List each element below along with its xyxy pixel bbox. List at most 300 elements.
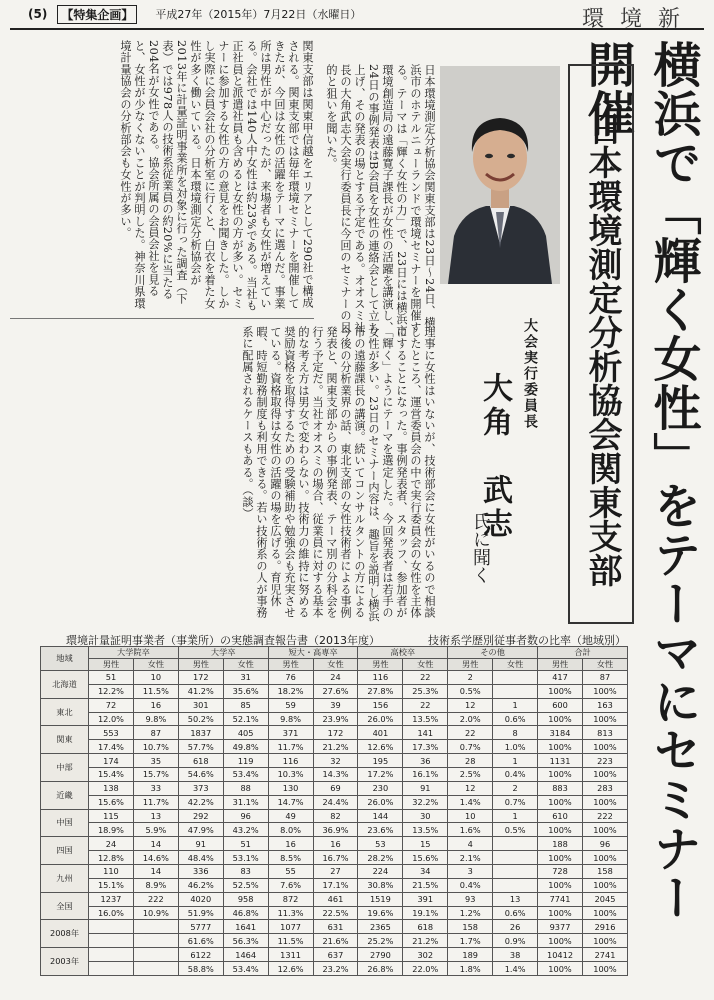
ratio-cell: 0.7% (493, 795, 538, 809)
article-column-2: 関東支部は関東甲信越をエリアとして290社で構成される。関東支部では毎年環境セミナーを開催してきたが、今回は女性の活躍をテーマに選んだ。事業所は男性が中心だったが、来場者も女性が増えている。会社では140人中女性は約23%である。当社も正社員と派遣社員も含めると女性の方が多い。セミナーに参加する女性の方の意見をお聞きした。しかし実際に会員会社の分析室に行くと、白衣を着た女性が多く働いている。日本環境測定分析協会が2013年に計量証明事業所を対象に行った調査（下表）では978人の技術系従業員の約20%に当たる204名が女性である。協会所属の会員会社を見ると、女性が少なくないことが判明した。神奈川県環境計量協会の分析部会も女性が多い。 (119, 40, 314, 312)
ratio-cell: 100% (582, 906, 627, 920)
count-cell: 1519 (358, 892, 403, 906)
table-row (41, 795, 628, 809)
count-cell: 34 (403, 865, 448, 879)
ratio-cell: 0.4% (448, 878, 493, 892)
count-cell: 141 (403, 726, 448, 740)
ratio-cell: 11.7% (268, 740, 313, 754)
ratio-cell: 2.0% (448, 712, 493, 726)
count-cell: 553 (89, 726, 134, 740)
count-cell: 174 (89, 754, 134, 768)
table-subheader-row (41, 659, 628, 671)
ratio-cell: 11.3% (268, 906, 313, 920)
ratio-cell: 11.5% (268, 934, 313, 948)
ratio-cell: 28.2% (358, 851, 403, 865)
count-cell: 195 (358, 754, 403, 768)
ratio-cell: 47.9% (178, 823, 223, 837)
count-cell: 883 (538, 781, 583, 795)
ratio-cell: 100% (538, 795, 583, 809)
count-cell: 49 (268, 809, 313, 823)
table-group-header: 大学院卒 (89, 647, 179, 659)
ratio-cell: 10.3% (268, 768, 313, 782)
ratio-cell: 100% (582, 684, 627, 698)
ratio-cell: 12.8% (89, 851, 134, 865)
ratio-cell: 52.5% (223, 878, 268, 892)
subheadline: 日本環境測定分析協会関東支部 (568, 64, 634, 624)
section-label: 【特集企画】 (57, 5, 137, 24)
count-cell: 14 (133, 865, 178, 879)
ratio-cell: 35.6% (223, 684, 268, 698)
ratio-cell: 17.3% (403, 740, 448, 754)
ratio-cell: 7.6% (268, 878, 313, 892)
count-cell: 405 (223, 726, 268, 740)
table-row (41, 934, 628, 948)
ratio-cell: 21.5% (403, 878, 448, 892)
page-header (10, 0, 704, 30)
ratio-cell (89, 934, 134, 948)
table-sub-header: 男性 (538, 659, 583, 671)
ratio-cell: 100% (582, 934, 627, 948)
ratio-cell: 23.6% (358, 823, 403, 837)
ratio-cell: 26.0% (358, 712, 403, 726)
count-cell: 87 (133, 726, 178, 740)
ratio-cell: 0.5% (448, 684, 493, 698)
ratio-cell: 0.9% (493, 934, 538, 948)
ratio-cell: 16.0% (89, 906, 134, 920)
table-sub-header: 女性 (313, 659, 358, 671)
count-cell: 116 (268, 754, 313, 768)
region-cell: 四国 (41, 837, 89, 865)
count-cell: 2365 (358, 920, 403, 934)
count-cell: 93 (448, 892, 493, 906)
region-cell: 2008年 (41, 920, 89, 948)
count-cell: 32 (313, 754, 358, 768)
ratio-cell: 100% (538, 878, 583, 892)
ratio-cell: 5.9% (133, 823, 178, 837)
headline: 横浜で「輝く女性」をテーマにセミナー開催 (579, 40, 701, 922)
count-cell: 371 (268, 726, 313, 740)
count-cell: 3 (448, 865, 493, 879)
count-cell: 631 (313, 920, 358, 934)
ratio-cell: 22.5% (313, 906, 358, 920)
count-cell: 26 (493, 920, 538, 934)
table-group-header: 短大・高専卒 (268, 647, 358, 659)
ratio-cell: 2.5% (448, 768, 493, 782)
count-cell: 10 (448, 809, 493, 823)
ratio-cell: 49.8% (223, 740, 268, 754)
ratio-cell: 1.7% (448, 934, 493, 948)
count-cell: 10 (133, 671, 178, 685)
count-cell (89, 920, 134, 934)
table-row (41, 781, 628, 795)
count-cell: 172 (313, 726, 358, 740)
ratio-cell: 12.0% (89, 712, 134, 726)
ratio-cell: 50.2% (178, 712, 223, 726)
ratio-cell: 100% (582, 823, 627, 837)
count-cell: 637 (313, 948, 358, 962)
ratio-cell: 17.1% (313, 878, 358, 892)
ratio-cell (89, 962, 134, 976)
ratio-cell: 14.7% (268, 795, 313, 809)
ratio-cell: 24.4% (313, 795, 358, 809)
ratio-cell (133, 962, 178, 976)
table-row (41, 671, 628, 685)
ratio-cell: 12.6% (268, 962, 313, 976)
count-cell (133, 948, 178, 962)
ratio-cell: 100% (538, 851, 583, 865)
ratio-cell: 46.8% (223, 906, 268, 920)
ratio-cell: 8.5% (268, 851, 313, 865)
ratio-cell: 48.4% (178, 851, 223, 865)
count-cell: 872 (268, 892, 313, 906)
ratio-cell: 52.1% (223, 712, 268, 726)
ratio-cell: 9.8% (268, 712, 313, 726)
ratio-cell: 22.0% (403, 962, 448, 976)
count-cell: 2916 (582, 920, 627, 934)
newspaper-name: 環境新 (581, 7, 696, 32)
ratio-cell: 19.6% (358, 906, 403, 920)
table-row (41, 906, 628, 920)
ratio-cell (493, 851, 538, 865)
ratio-cell: 100% (538, 768, 583, 782)
count-cell: 12 (448, 781, 493, 795)
ratio-cell: 100% (538, 684, 583, 698)
count-cell: 2 (448, 671, 493, 685)
count-cell: 24 (89, 837, 134, 851)
count-cell: 283 (582, 781, 627, 795)
count-cell: 76 (268, 671, 313, 685)
ratio-cell: 18.2% (268, 684, 313, 698)
count-cell: 189 (448, 948, 493, 962)
count-cell: 8 (493, 726, 538, 740)
count-cell (493, 837, 538, 851)
ratio-cell: 100% (582, 768, 627, 782)
count-cell: 2045 (582, 892, 627, 906)
count-cell: 158 (582, 865, 627, 879)
region-cell: 九州 (41, 865, 89, 893)
count-cell: 96 (582, 837, 627, 851)
ratio-cell: 51.9% (178, 906, 223, 920)
table-sub-header: 女性 (223, 659, 268, 671)
table-group-header: その他 (448, 647, 538, 659)
count-cell: 417 (538, 671, 583, 685)
count-cell: 16 (313, 837, 358, 851)
count-cell: 7741 (538, 892, 583, 906)
table-row (41, 920, 628, 934)
count-cell: 51 (89, 671, 134, 685)
count-cell: 301 (178, 698, 223, 712)
count-cell: 28 (448, 754, 493, 768)
table-caption-left: 環境計量証明事業者（事業所）の実態調査報告書（2013年度） (66, 634, 380, 647)
ratio-cell: 0.5% (493, 823, 538, 837)
ratio-cell: 43.2% (223, 823, 268, 837)
table-row (41, 726, 628, 740)
ratio-cell: 15.4% (89, 768, 134, 782)
ratio-cell: 10.9% (133, 906, 178, 920)
table-corner-header: 地域 (41, 647, 89, 671)
count-cell: 610 (538, 809, 583, 823)
employee-ratio-table (40, 646, 628, 976)
count-cell: 618 (178, 754, 223, 768)
region-cell: 中部 (41, 754, 89, 782)
ratio-cell: 46.2% (178, 878, 223, 892)
ratio-cell: 21.2% (313, 740, 358, 754)
ratio-cell: 100% (582, 795, 627, 809)
count-cell: 85 (223, 698, 268, 712)
count-cell: 116 (358, 671, 403, 685)
table-sub-header: 男性 (89, 659, 134, 671)
count-cell: 9377 (538, 920, 583, 934)
ratio-cell: 100% (538, 740, 583, 754)
count-cell: 22 (403, 671, 448, 685)
ratio-cell: 19.1% (403, 906, 448, 920)
count-cell: 1077 (268, 920, 313, 934)
count-cell: 1237 (89, 892, 134, 906)
count-cell: 292 (178, 809, 223, 823)
table-sub-header: 男性 (358, 659, 403, 671)
ratio-cell: 100% (582, 851, 627, 865)
count-cell (89, 948, 134, 962)
ratio-cell (133, 934, 178, 948)
interviewee-role: 大会実行委員長 (522, 318, 538, 430)
table-sub-header: 女性 (493, 659, 538, 671)
ratio-cell: 17.4% (89, 740, 134, 754)
ratio-cell: 100% (582, 740, 627, 754)
count-cell: 1641 (223, 920, 268, 934)
count-cell: 13 (133, 809, 178, 823)
region-cell: 全国 (41, 892, 89, 920)
count-cell: 2 (493, 781, 538, 795)
ratio-cell: 27.6% (313, 684, 358, 698)
table-sub-header: 女性 (403, 659, 448, 671)
table-row (41, 684, 628, 698)
count-cell: 22 (448, 726, 493, 740)
ratio-cell: 1.2% (448, 906, 493, 920)
ratio-cell: 31.1% (223, 795, 268, 809)
ratio-cell: 58.8% (178, 962, 223, 976)
ratio-cell: 12.2% (89, 684, 134, 698)
table-caption-right: 技術系学歴別従事者数の比率（地域別） (428, 634, 626, 647)
count-cell: 16 (268, 837, 313, 851)
count-cell: 53 (358, 837, 403, 851)
count-cell: 96 (223, 809, 268, 823)
count-cell: 1 (493, 698, 538, 712)
count-cell: 2741 (582, 948, 627, 962)
ratio-cell: 100% (538, 934, 583, 948)
count-cell (493, 865, 538, 879)
count-cell: 230 (358, 781, 403, 795)
interview-suffix: 氏に聞く (470, 512, 491, 584)
count-cell: 156 (358, 698, 403, 712)
article-column-1: 日本環境測定分析協会関東支部は23日～24日、横浜市のホテルニューランドで環境セミナーを開催する。テーマは「輝く女性の力」で、23日には横浜市環境創造局の遠藤寛子課長が女性の活躍を講演し、24日の事例発表はB会員を女性の連絡会として立ち上げ、その発表の場とする予定である。オオスミ社長の大角武志大会実行委員長に今回のセミナーの目的と狙いを聞いた。 (325, 64, 436, 337)
ratio-cell: 23.2% (313, 962, 358, 976)
ratio-cell: 100% (582, 712, 627, 726)
table-header-row (41, 647, 628, 659)
count-cell: 55 (268, 865, 313, 879)
count-cell (133, 920, 178, 934)
count-cell: 4 (448, 837, 493, 851)
count-cell: 600 (538, 698, 583, 712)
ratio-cell: 57.7% (178, 740, 223, 754)
table-row (41, 878, 628, 892)
count-cell: 87 (582, 671, 627, 685)
count-cell: 24 (313, 671, 358, 685)
ratio-cell: 8.9% (133, 878, 178, 892)
ratio-cell: 15.6% (403, 851, 448, 865)
ratio-cell: 100% (538, 823, 583, 837)
count-cell: 144 (358, 809, 403, 823)
count-cell: 1 (493, 754, 538, 768)
table-row (41, 740, 628, 754)
ratio-cell: 9.8% (133, 712, 178, 726)
ratio-cell: 14.6% (133, 851, 178, 865)
ratio-cell: 1.0% (493, 740, 538, 754)
count-cell: 51 (223, 837, 268, 851)
region-cell: 2003年 (41, 948, 89, 976)
ratio-cell: 100% (582, 962, 627, 976)
count-cell: 336 (178, 865, 223, 879)
ratio-cell (493, 878, 538, 892)
count-cell: 6122 (178, 948, 223, 962)
count-cell: 16 (133, 698, 178, 712)
count-cell: 222 (582, 809, 627, 823)
ratio-cell: 1.8% (448, 962, 493, 976)
count-cell: 31 (223, 671, 268, 685)
ratio-cell: 56.3% (223, 934, 268, 948)
count-cell: 958 (223, 892, 268, 906)
ratio-cell: 36.9% (313, 823, 358, 837)
table-row (41, 768, 628, 782)
count-cell: 130 (268, 781, 313, 795)
count-cell: 813 (582, 726, 627, 740)
issue-date: 平成27年（2015年）7月22日（水曜日） (155, 8, 362, 21)
count-cell: 618 (403, 920, 448, 934)
ratio-cell: 21.6% (313, 934, 358, 948)
count-cell: 38 (493, 948, 538, 962)
ratio-cell: 15.1% (89, 878, 134, 892)
ratio-cell: 54.6% (178, 768, 223, 782)
count-cell: 188 (538, 837, 583, 851)
ratio-cell: 0.7% (448, 740, 493, 754)
count-cell: 59 (268, 698, 313, 712)
ratio-cell: 15.7% (133, 768, 178, 782)
ratio-cell: 13.5% (403, 712, 448, 726)
count-cell: 13 (493, 892, 538, 906)
count-cell: 15 (403, 837, 448, 851)
count-cell: 36 (403, 754, 448, 768)
column-divider (10, 318, 314, 319)
table-group-header: 大学卒 (178, 647, 268, 659)
ratio-cell: 21.2% (403, 934, 448, 948)
ratio-cell: 10.7% (133, 740, 178, 754)
count-cell: 373 (178, 781, 223, 795)
ratio-cell: 23.9% (313, 712, 358, 726)
table-row (41, 962, 628, 976)
count-cell: 4020 (178, 892, 223, 906)
ratio-cell: 15.6% (89, 795, 134, 809)
table-row (41, 892, 628, 906)
count-cell: 88 (223, 781, 268, 795)
table-row (41, 851, 628, 865)
ratio-cell: 53.1% (223, 851, 268, 865)
count-cell: 39 (313, 698, 358, 712)
count-cell: 83 (223, 865, 268, 879)
count-cell: 12 (448, 698, 493, 712)
table-row (41, 712, 628, 726)
count-cell: 1464 (223, 948, 268, 962)
ratio-cell: 42.2% (178, 795, 223, 809)
table-row (41, 698, 628, 712)
ratio-cell: 26.0% (358, 795, 403, 809)
count-cell: 223 (582, 754, 627, 768)
ratio-cell: 18.9% (89, 823, 134, 837)
table-sub-header: 女性 (133, 659, 178, 671)
table-row (41, 865, 628, 879)
count-cell: 172 (178, 671, 223, 685)
count-cell: 35 (133, 754, 178, 768)
ratio-cell: 100% (582, 878, 627, 892)
count-cell: 158 (448, 920, 493, 934)
count-cell: 10412 (538, 948, 583, 962)
count-cell: 1837 (178, 726, 223, 740)
count-cell: 401 (358, 726, 403, 740)
ratio-cell: 13.5% (403, 823, 448, 837)
ratio-cell: 2.1% (448, 851, 493, 865)
region-cell: 中国 (41, 809, 89, 837)
count-cell: 72 (89, 698, 134, 712)
count-cell: 1131 (538, 754, 583, 768)
table-row (41, 754, 628, 768)
table-group-header: 高校卒 (358, 647, 448, 659)
ratio-cell: 0.4% (493, 768, 538, 782)
region-cell: 東北 (41, 698, 89, 726)
ratio-cell: 53.4% (223, 768, 268, 782)
count-cell: 115 (89, 809, 134, 823)
count-cell: 302 (403, 948, 448, 962)
count-cell: 91 (178, 837, 223, 851)
count-cell: 5777 (178, 920, 223, 934)
ratio-cell: 16.7% (313, 851, 358, 865)
page-number: (5) (28, 7, 48, 21)
table-sub-header: 男性 (268, 659, 313, 671)
ratio-cell: 1.6% (448, 823, 493, 837)
count-cell: 224 (358, 865, 403, 879)
ratio-cell: 11.5% (133, 684, 178, 698)
ratio-cell: 41.2% (178, 684, 223, 698)
ratio-cell: 61.6% (178, 934, 223, 948)
ratio-cell: 0.6% (493, 906, 538, 920)
count-cell: 728 (538, 865, 583, 879)
count-cell: 3184 (538, 726, 583, 740)
count-cell: 14 (133, 837, 178, 851)
count-cell (493, 671, 538, 685)
table-row (41, 948, 628, 962)
count-cell: 461 (313, 892, 358, 906)
ratio-cell: 30.8% (358, 878, 403, 892)
count-cell: 22 (403, 698, 448, 712)
table-row (41, 809, 628, 823)
ratio-cell (493, 684, 538, 698)
count-cell: 119 (223, 754, 268, 768)
ratio-cell: 8.0% (268, 823, 313, 837)
ratio-cell: 1.4% (448, 795, 493, 809)
ratio-cell: 25.2% (358, 934, 403, 948)
interviewee-name: 大角 武志 (477, 372, 512, 542)
ratio-cell: 17.2% (358, 768, 403, 782)
region-cell: 近畿 (41, 781, 89, 809)
count-cell: 110 (89, 865, 134, 879)
table-sub-header: 男性 (178, 659, 223, 671)
